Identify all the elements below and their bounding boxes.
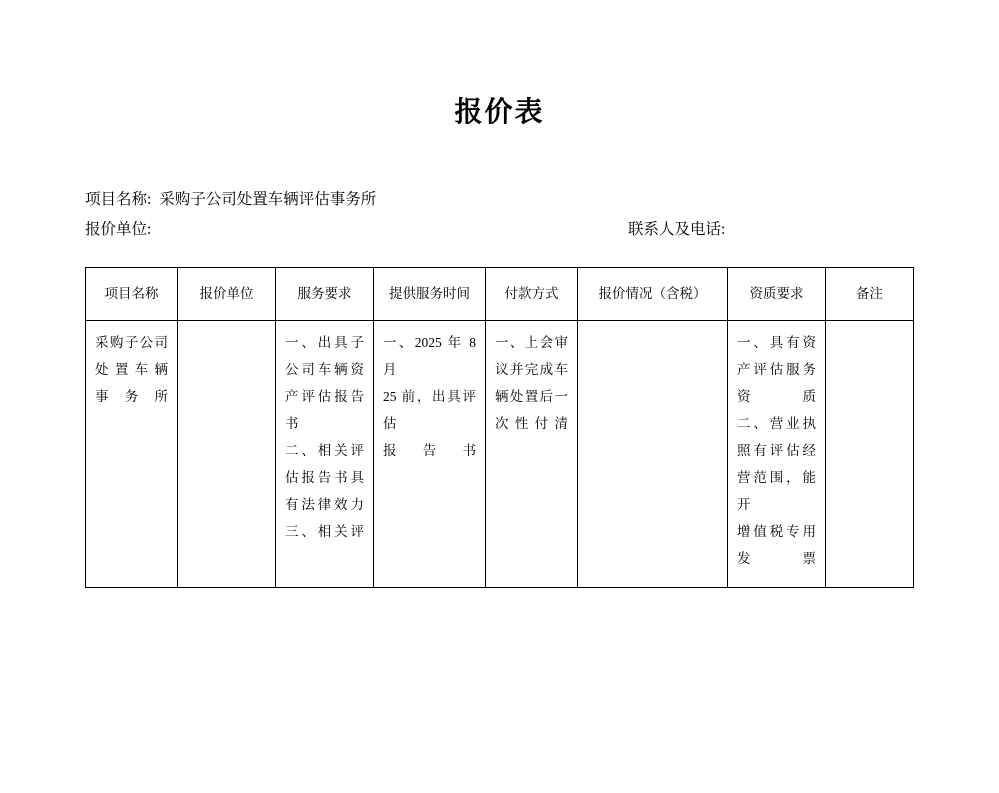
quote-unit-label: 报价单位: [85, 220, 152, 238]
project-name-label: 项目名称: [85, 190, 152, 208]
cell-line: 次性付清 [495, 415, 568, 431]
cell-quote-amount [578, 320, 728, 587]
cell-line: 照有评估经 [737, 442, 816, 458]
cell-payment-method [486, 320, 578, 587]
page-title: 报价表 [454, 97, 545, 128]
cell-line: 一、上会审 [495, 334, 568, 350]
col-header-quote-unit: 报价单位 [178, 267, 276, 320]
quote-table [85, 267, 914, 588]
cell-line: 议并完成车 [495, 361, 568, 377]
table-body [86, 320, 914, 587]
cell-line: 产评估服务 [737, 361, 816, 377]
meta-row-project [85, 185, 914, 215]
cell-line: 估报告书具 [285, 469, 364, 485]
cell-service-time [374, 320, 486, 587]
col-header-project-name: 项目名称 [86, 267, 178, 320]
document-meta [85, 185, 914, 245]
cell-remark [826, 320, 914, 587]
col-header-payment-method: 付款方式 [486, 267, 578, 320]
table-header-row [86, 267, 914, 320]
cell-line: 三、相关评 [285, 523, 364, 539]
contact-label: 联系人及电话: [628, 220, 726, 238]
cell-line: 资质 [737, 388, 816, 404]
cell-line: 一、出具子 [285, 334, 364, 350]
meta-row-unit [85, 215, 914, 245]
col-header-service-requirement: 服务要求 [276, 267, 374, 320]
col-header-qualification: 资质要求 [728, 267, 826, 320]
table-header [86, 267, 914, 320]
cell-line: 二、相关评 [285, 442, 364, 458]
cell-line: 二、营业执 [737, 415, 816, 431]
cell-line: 采购子公司 [95, 334, 168, 350]
cell-line: 增值税专用 [737, 523, 816, 539]
col-header-service-time: 提供服务时间 [374, 267, 486, 320]
cell-line: 有法律效力 [285, 496, 364, 512]
project-name-value: 采购子公司处置车辆评估事务所 [159, 190, 377, 208]
cell-line: 处置车辆 [95, 361, 168, 377]
cell-project-name [86, 320, 178, 587]
col-header-quote-amount: 报价情况（含税） [578, 267, 728, 320]
col-header-remark: 备注 [826, 267, 914, 320]
cell-line: 公司车辆资 [285, 361, 364, 377]
cell-line: 25 前，出具评估 [383, 388, 476, 431]
document-page [0, 96, 999, 793]
cell-service-requirement [276, 320, 374, 587]
cell-line: 营范围，能开 [737, 469, 816, 512]
cell-line: 报告书 [383, 442, 476, 458]
cell-qualification [728, 320, 826, 587]
cell-line: 一、具有资 [737, 334, 816, 350]
cell-line: 事务所 [95, 388, 168, 404]
table-row [86, 320, 914, 587]
cell-line: 辆处置后一 [495, 388, 568, 404]
cell-line: 产评估报告 [285, 388, 364, 404]
cell-line: 书 [285, 415, 299, 431]
cell-quote-unit [178, 320, 276, 587]
cell-line: 一、2025 年 8 月 [383, 334, 476, 377]
cell-line: 发票 [737, 550, 816, 566]
